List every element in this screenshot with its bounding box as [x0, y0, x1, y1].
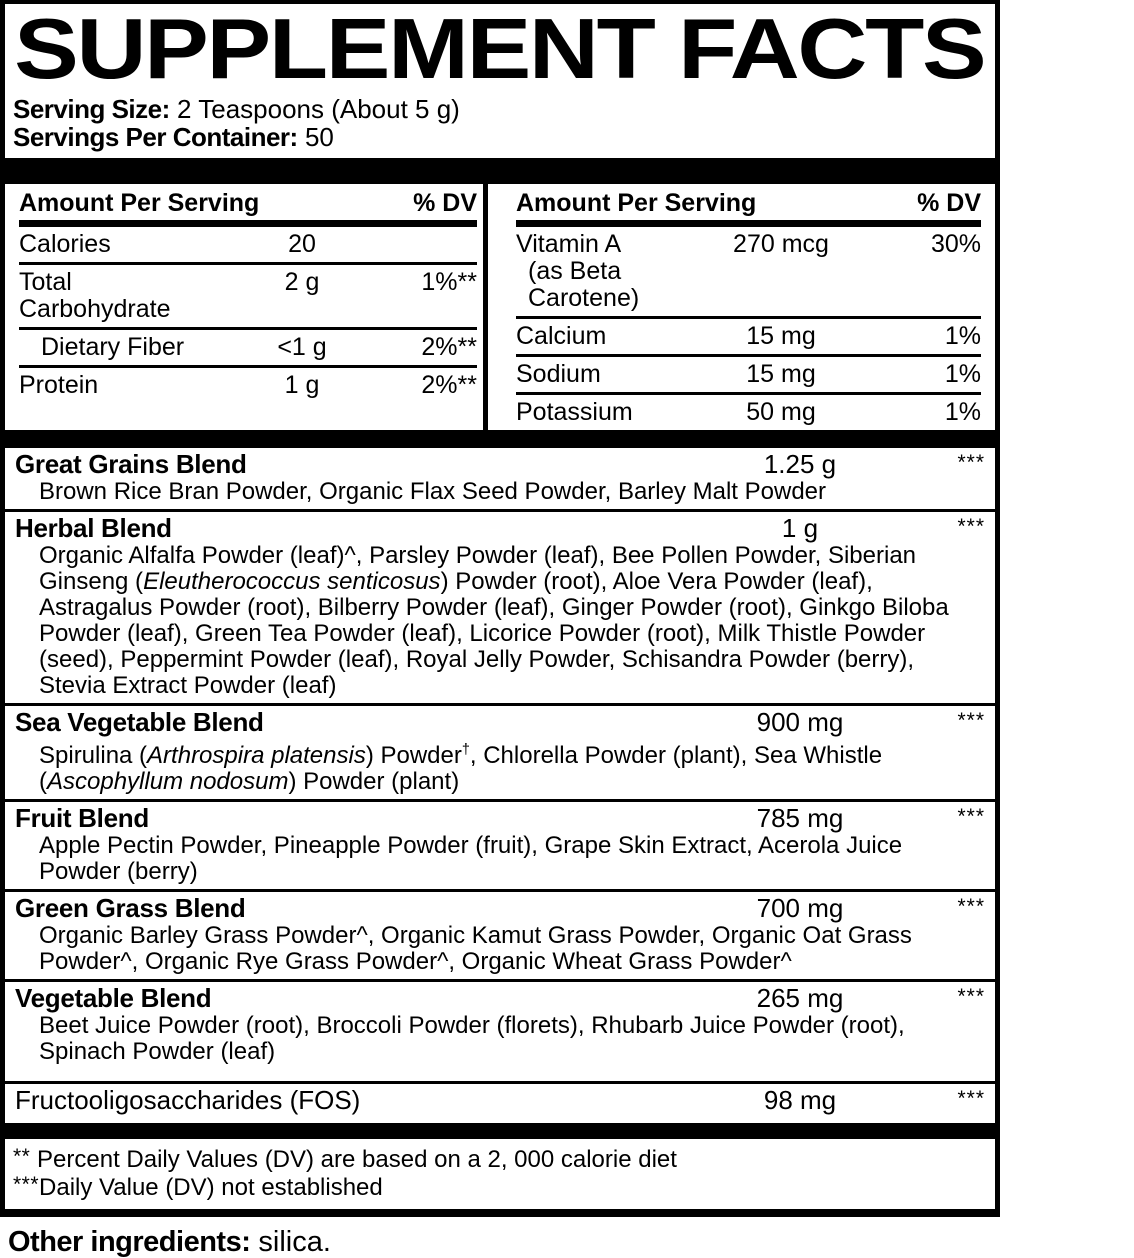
footnote-asterisks: ** — [13, 1144, 31, 1168]
nutrient-amount: 50 mg — [746, 397, 816, 426]
nutrient-subname: (as Beta Carotene) — [528, 256, 640, 312]
blend-section — [5, 448, 995, 509]
column-header-right — [516, 184, 981, 220]
nutrient-dv: 1% — [944, 321, 981, 350]
servings-per-container-line — [13, 123, 995, 151]
percent-dv-header: % DV — [413, 188, 477, 217]
nutrient-name — [19, 269, 227, 323]
blend-amount: 1.25 g — [763, 448, 837, 479]
servings-per-container-value: 50 — [304, 121, 334, 152]
footnote-text: Daily Value (DV) not established — [39, 1173, 383, 1201]
blend-section — [5, 799, 995, 889]
blend-name: Vegetable Blend — [15, 982, 212, 1013]
latin-species-name: Arthrospira platensis — [147, 741, 366, 769]
latin-species-name: Ascophyllum nodosum — [47, 767, 289, 795]
blend-ingredients — [15, 832, 985, 885]
blend-row — [15, 514, 985, 542]
serving-size-line — [13, 95, 995, 123]
blend-row — [15, 894, 985, 922]
nutrient-amount: <1 g — [277, 332, 327, 361]
ingredient-text: Apple Pectin Powder, Pineapple Powder (fruit), Grape Skin Extract, Acerola Juice Powder (berry) — [39, 831, 903, 885]
blend-name: Fruit Blend — [15, 802, 149, 833]
blend-row — [15, 804, 985, 832]
nutrient-amount: 20 — [288, 229, 316, 258]
nutrient-dv: 1% — [944, 359, 981, 388]
blend-ingredients — [15, 478, 985, 505]
blend-name: Sea Vegetable Blend — [15, 706, 264, 737]
blend-section — [5, 703, 995, 799]
blend-name: Green Grass Blend — [15, 892, 246, 923]
ingredient-text: Brown Rice Bran Powder, Organic Flax Seed Powder, Barley Malt Powder — [39, 477, 827, 505]
other-ingredients-label: Other ingredients: — [8, 1225, 251, 1258]
blend-amount: 98 mg — [763, 1084, 837, 1115]
nutrient-rows-left — [19, 227, 477, 403]
nutrient-row — [516, 357, 981, 395]
amount-per-serving-header: Amount Per Serving — [19, 188, 260, 217]
column-header-left — [19, 184, 477, 220]
nutrient-dv: 2%** — [421, 332, 477, 361]
blend-row — [15, 708, 985, 736]
nutrient-columns — [5, 184, 995, 430]
footnotes — [5, 1139, 995, 1209]
ingredient-text: Beet Juice Powder (root), Broccoli Powder (florets), Rhubarb Juice Powder (root), Spinach Powder (leaf) — [39, 1011, 905, 1065]
nutrient-row — [19, 368, 477, 403]
nutrient-row — [19, 330, 477, 368]
footnote-asterisks: *** — [13, 1172, 40, 1196]
blend-row — [15, 450, 985, 478]
blend-name: Herbal Blend — [15, 512, 172, 543]
serving-size-value: 2 Teaspoons (About 5 g) — [177, 93, 460, 124]
nutrient-amount: 15 mg — [746, 321, 816, 350]
nutrient-name — [19, 334, 227, 361]
blend-dv: *** — [957, 804, 985, 828]
nutrient-row — [516, 227, 981, 319]
blend-amount: 1 g — [781, 512, 819, 543]
nutrient-dv: 1%** — [421, 267, 477, 296]
nutrient-name-text: Dietary Fiber — [41, 332, 185, 361]
header-rule — [516, 220, 981, 227]
nutrient-name-text: Calcium — [516, 321, 607, 350]
amount-per-serving-header: Amount Per Serving — [516, 188, 757, 217]
nutrient-row — [516, 319, 981, 357]
blend-ingredients — [15, 736, 985, 795]
blend-amount: 900 mg — [756, 706, 844, 737]
ingredient-text: Organic Alfalfa Powder (leaf)^, Parsley Powder (leaf), Bee Pollen Powder, Siberian Ginseng ( — [39, 541, 917, 595]
other-ingredients-line — [0, 1217, 1000, 1258]
blend-section — [5, 509, 995, 703]
footnote-line — [13, 1174, 985, 1202]
blend-section — [5, 889, 995, 979]
blend-row — [15, 984, 985, 1012]
blend-dv: *** — [957, 984, 985, 1008]
footnote-text: Percent Daily Values (DV) are based on a 2, 000 calorie diet — [30, 1145, 677, 1173]
ingredient-text: Organic Barley Grass Powder^, Organic Kamut Grass Powder, Organic Oat Grass Powder^, Organic Rye Grass Powder^, Organic Wheat Grass Powder^ — [39, 921, 912, 975]
ingredient-text: Spirulina ( — [39, 741, 148, 769]
blend-name: Fructooligosaccharides (FOS) — [15, 1084, 361, 1115]
percent-dv-header: % DV — [917, 188, 981, 217]
nutrient-amount: 15 mg — [746, 359, 816, 388]
blend-amount: 785 mg — [756, 802, 844, 833]
blend-dv: *** — [957, 708, 985, 732]
nutrient-amount: 2 g — [284, 267, 320, 296]
nutrient-name — [516, 231, 676, 312]
thick-divider-bar-bottom — [5, 1123, 995, 1139]
nutrient-dv: 30% — [930, 229, 981, 258]
blend-dv: *** — [957, 450, 985, 474]
ingredient-text: ) Powder — [365, 741, 462, 769]
ingredient-text: , Chlorella Powder (plant), Sea Whistle ( — [39, 741, 883, 795]
blend-name: Great Grains Blend — [15, 448, 247, 479]
nutrient-row — [19, 227, 477, 265]
nutrient-name — [516, 399, 676, 426]
serving-size-label: Serving Size: — [13, 93, 170, 124]
nutrient-name — [516, 361, 676, 388]
ingredient-text: ) Powder (root), Aloe Vera Powder (leaf), Astragalus Powder (root), Bilberry Powder (leaf), Ginger Powder (root), Ginkgo Biloba Powder (leaf), Green Tea Powder (leaf), Licorice Powder (root), Milk Thistle Powder (seed), Peppermint Powder (leaf), Royal Jelly Powder, Schisandra Powder (berry), Stevia Extract Powder (leaf) — [39, 567, 949, 699]
blend-section — [5, 979, 995, 1069]
nutrient-name-text: Vitamin A — [516, 229, 622, 258]
other-ingredients-value: silica. — [250, 1225, 331, 1258]
nutrient-name-text: Protein — [19, 370, 99, 399]
blend-dv: *** — [957, 1086, 985, 1110]
footnote-line — [13, 1146, 985, 1174]
nutrient-amount: 1 g — [284, 370, 320, 399]
nutrient-amount: 270 mcg — [733, 229, 829, 258]
nutrient-rows-right — [516, 227, 981, 430]
nutrient-name-text: Sodium — [516, 359, 601, 388]
blend-sections — [5, 448, 995, 1118]
blend-dv: *** — [957, 894, 985, 918]
serving-info — [5, 91, 995, 151]
superscript-dagger: † — [461, 741, 470, 758]
thick-divider-bar-middle — [5, 430, 995, 448]
nutrient-name-text: Total Carbohydrate — [19, 267, 171, 323]
blend-ingredients — [15, 542, 985, 699]
blend-ingredients — [15, 1012, 985, 1065]
blend-section — [5, 1081, 995, 1118]
servings-per-container-label: Servings Per Container: — [13, 121, 298, 152]
supplement-facts-title: SUPPLEMENT FACTS — [14, 2, 985, 97]
nutrient-name-text: Calories — [19, 229, 111, 258]
nutrient-dv: 2%** — [421, 370, 477, 399]
nutrient-dv: 1% — [944, 397, 981, 426]
nutrient-row — [19, 265, 477, 330]
nutrient-name — [19, 372, 227, 399]
nutrient-column-right — [488, 184, 995, 430]
blend-dv: *** — [957, 514, 985, 538]
blend-ingredients — [15, 922, 985, 975]
blend-row — [15, 1086, 985, 1114]
latin-species-name: Eleutherococcus senticosus — [143, 567, 441, 595]
thick-divider-bar-top — [5, 158, 995, 184]
ingredient-text: ) Powder (plant) — [288, 767, 460, 795]
nutrient-name — [19, 231, 227, 258]
header-rule — [19, 220, 477, 227]
blend-amount: 700 mg — [756, 892, 844, 923]
nutrient-name-text: Potassium — [516, 397, 633, 426]
nutrient-row — [516, 395, 981, 430]
blend-amount: 265 mg — [756, 982, 844, 1013]
nutrient-column-left — [5, 184, 483, 430]
nutrient-name — [516, 323, 676, 350]
